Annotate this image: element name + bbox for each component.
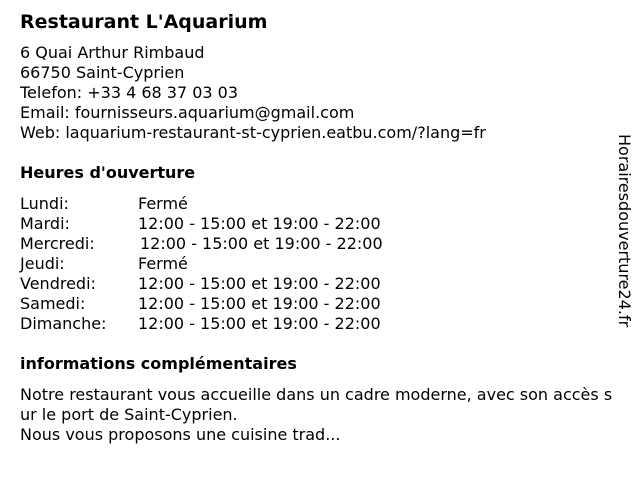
- additional-info-heading: informations complémentaires: [20, 354, 297, 373]
- day-hours: Fermé: [138, 194, 188, 213]
- phone-line: Telefon: +33 4 68 37 03 03: [20, 83, 239, 102]
- hours-row-wednesday: [20, 234, 620, 254]
- day-hours: Fermé: [138, 254, 188, 273]
- day-label: Samedi:: [20, 294, 86, 313]
- address-street: 6 Quai Arthur Rimbaud: [20, 43, 205, 62]
- day-label: Lundi:: [20, 194, 69, 213]
- email-line: Email: fournisseurs.aquarium@gmail.com: [20, 103, 355, 122]
- day-hours: 12:00 - 15:00 et 19:00 - 22:00: [138, 274, 381, 293]
- description-paragraph-1: Notre restaurant vous accueille dans un cadre moderne, avec son accès sur le port de Saint-Cyprien.: [20, 385, 613, 424]
- hours-row-monday: [20, 194, 620, 214]
- day-hours: 12:00 - 15:00 et 19:00 - 22:00: [138, 294, 381, 313]
- day-label: Mardi:: [20, 214, 70, 233]
- day-label: Dimanche:: [20, 314, 107, 333]
- restaurant-name: Restaurant L'Aquarium: [20, 11, 268, 33]
- opening-hours-heading: Heures d'ouverture: [20, 163, 196, 182]
- day-label: Jeudi:: [20, 254, 65, 273]
- hours-row-saturday: [20, 294, 620, 314]
- hours-row-thursday: [20, 254, 620, 274]
- restaurant-card: [20, 11, 620, 445]
- hours-row-friday: [20, 274, 620, 294]
- watermark-text: Horairesdouverture24.fr: [615, 134, 634, 328]
- web-line: Web: laquarium-restaurant-st-cyprien.eatbu.com/?lang=fr: [20, 123, 486, 142]
- day-label: Vendredi:: [20, 274, 96, 293]
- day-hours: 12:00 - 15:00 et 19:00 - 22:00: [140, 234, 383, 253]
- day-hours: 12:00 - 15:00 et 19:00 - 22:00: [138, 214, 381, 233]
- day-label: Mercredi:: [20, 234, 95, 253]
- opening-hours-table: [20, 194, 620, 334]
- hours-row-tuesday: [20, 214, 620, 234]
- day-hours: 12:00 - 15:00 et 19:00 - 22:00: [138, 314, 381, 333]
- address-city: 66750 Saint-Cyprien: [20, 63, 185, 82]
- description-paragraph-2: Nous vous proposons une cuisine trad...: [20, 425, 341, 444]
- hours-row-sunday: [20, 314, 620, 334]
